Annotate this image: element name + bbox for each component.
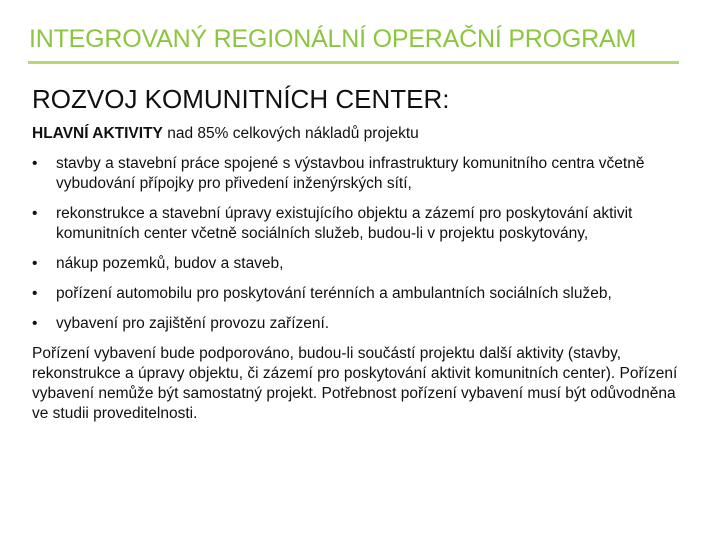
bullet-icon: • bbox=[32, 155, 38, 172]
bullet-icon: • bbox=[32, 205, 38, 222]
bullet-icon: • bbox=[32, 255, 38, 272]
list-item bbox=[32, 204, 692, 244]
program-title: INTEGROVANÝ REGIONÁLNÍ OPERAČNÍ PROGRAM bbox=[29, 25, 637, 53]
list-item-text: stavby a stavební práce spojené s výstavbou infrastruktury komunitního centra včetně vybudování přípojky pro přivedení inženýrských sítí, bbox=[56, 155, 645, 192]
bullet-icon: • bbox=[32, 315, 38, 332]
closing-paragraph: Pořízení vybavení bude podporováno, budou-li součástí projektu další aktivity (stavby, rekonstrukce a úpravy objektu, či zázemí pro poskytování aktivit komunitních center). Pořízení vybavení nemůže být samostatný projekt. Potřebnost pořízení vybavení musí být odůvodněna ve studii proveditelnosti. bbox=[32, 345, 678, 422]
list-item bbox=[32, 284, 692, 304]
section-title: ROZVOJ KOMUNITNÍCH CENTER: bbox=[32, 84, 450, 114]
intro-line bbox=[32, 124, 692, 144]
list-item-text: pořízení automobilu pro poskytování terénních a ambulantních sociálních služeb, bbox=[56, 285, 612, 302]
bullet-icon: • bbox=[32, 285, 38, 302]
intro-text: nad 85% celkových nákladů projektu bbox=[162, 125, 419, 142]
list-item-text: vybavení pro zajištění provozu zařízení. bbox=[56, 315, 330, 332]
activity-list bbox=[32, 154, 692, 334]
list-item bbox=[32, 314, 692, 334]
list-item-text: nákup pozemků, budov a staveb, bbox=[56, 255, 284, 272]
list-item bbox=[32, 254, 692, 274]
intro-bold-label: HLAVNÍ AKTIVITY bbox=[32, 125, 163, 142]
content-body bbox=[32, 124, 692, 424]
list-item bbox=[32, 154, 692, 194]
list-item-text: rekonstrukce a stavební úpravy existujícího objektu a zázemí pro poskytování aktivit komunitních center včetně sociálních služeb, budou-li v projektu poskytovány, bbox=[56, 205, 633, 242]
title-divider bbox=[28, 61, 679, 64]
